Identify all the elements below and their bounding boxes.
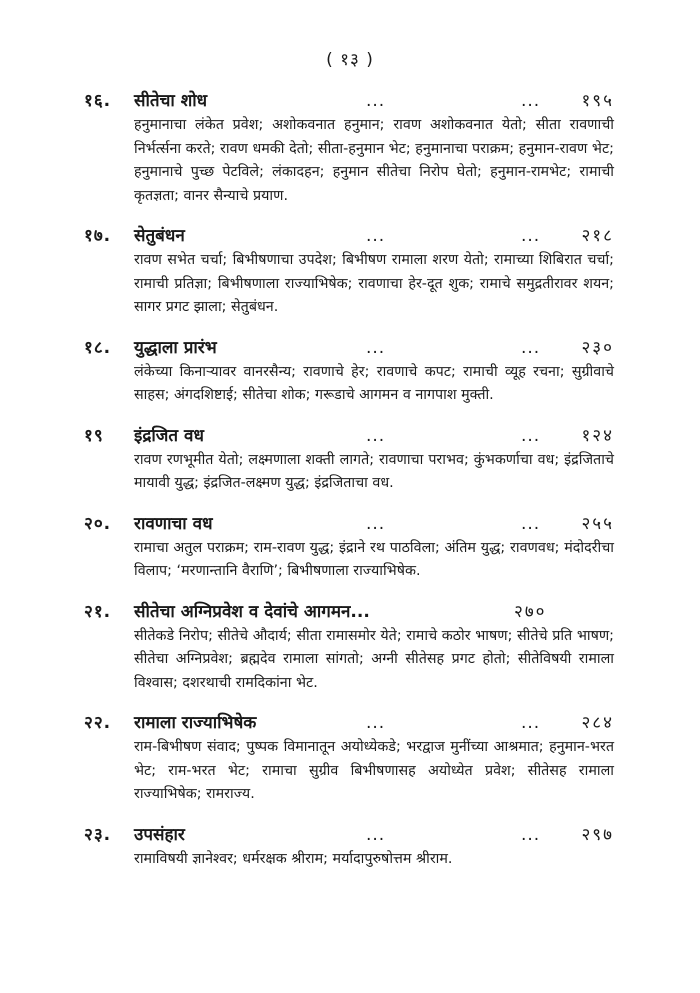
leader-dots: ...	[366, 91, 386, 111]
chapter-number: १७.	[84, 226, 112, 246]
leader-dots: ...	[521, 425, 541, 446]
chapter-title	[134, 599, 370, 625]
toc-entry	[84, 88, 614, 208]
chapter-title-text: सीतेचा अग्निप्रवेश व देवांचे आगमन	[134, 601, 351, 622]
toc-entry	[84, 423, 614, 496]
leader-dots: ...	[366, 713, 386, 733]
chapter-title: सीतेचा शोध	[134, 91, 208, 111]
leader-dots: ...	[366, 824, 386, 845]
chapter-number: २०.	[84, 513, 112, 534]
chapter-page-number: २८४	[581, 713, 614, 733]
toc-entry	[84, 223, 614, 320]
entry-heading	[84, 822, 614, 848]
chapter-title: रावणाचा वध	[134, 513, 213, 534]
chapter-title: युद्धाला प्रारंभ	[134, 337, 217, 358]
chapter-number: २१.	[84, 601, 112, 622]
chapter-summary: राम-बिभीषण संवाद; पुष्पक विमानातून अयोध्येकडे; भरद्वाज मुनींच्या आश्रमात; हनुमान-भरत भेट; राम-भरत भेट; रामाचा सुग्रीव बिभीषणासह अयोध्येत प्रवेश; सीतेसह रामाला राज्याभिषेक; रामराज्य.	[134, 739, 614, 802]
leader-dots: ...	[350, 601, 370, 622]
leader-dots: ...	[366, 226, 386, 246]
leader-dots: ...	[521, 713, 541, 733]
chapter-number: १८.	[84, 337, 112, 358]
chapter-summary: रामाविषयी ज्ञानेश्वर; धर्मरक्षक श्रीराम; मर्यादापुरुषोत्तम श्रीराम.	[134, 850, 453, 867]
chapter-title: सेतुबंधन	[134, 226, 185, 246]
leader-dots: ...	[366, 425, 386, 446]
chapter-page-number: २९७	[581, 824, 614, 845]
chapter-page-number: २३०	[581, 337, 614, 358]
chapter-page-number: २५५	[581, 513, 614, 534]
chapter-page-number: १२४	[581, 425, 614, 446]
chapter-summary: रावण सभेत चर्चा; बिभीषणाचा उपदेश; बिभीषण रामाला शरण येतो; रामाच्या शिबिरात चर्चा; रामाची प्रतिज्ञा; बिभीषणाला राज्याभिषेक; रावणाचा हेर-दूत शुक; रामाचे समुद्रतीरावर शयन; सागर प्रगट झाला; सेतुबंधन.	[134, 252, 614, 315]
entry-heading	[84, 599, 614, 625]
entry-heading	[84, 335, 614, 361]
leader-dots: ...	[521, 91, 541, 111]
entry-heading	[84, 88, 614, 114]
leader-dots: ...	[366, 337, 386, 358]
toc-entry	[84, 710, 614, 807]
toc-entry	[84, 511, 614, 584]
leader-dots: ...	[521, 824, 541, 845]
chapter-page-number: २१८	[581, 226, 614, 246]
entry-heading	[84, 710, 614, 736]
leader-dots: ...	[521, 226, 541, 246]
chapter-summary: रावण रणभूमीत येतो; लक्ष्मणाला शक्ती लागते; रावणाचा पराभव; कुंभकर्णाचा वध; इंद्रजिताचे मायावी युद्ध; इंद्रजित-लक्ष्मण युद्ध; इंद्रजिताचा वध.	[134, 451, 614, 491]
chapter-summary: रामाचा अतुल पराक्रम; राम-रावण युद्ध; इंद्राने रथ पाठविला; अंतिम युद्ध; रावणवध; मंदोदरीचा विलाप; ‘मरणान्तानि वैराणि’; बिभीषणाला राज्याभिषेक.	[134, 539, 614, 579]
chapter-page-number: २७०	[514, 601, 547, 622]
entry-heading	[84, 511, 614, 537]
leader-dots: ...	[521, 337, 541, 358]
chapter-page-number: १९५	[581, 91, 614, 111]
entry-heading	[84, 223, 614, 249]
table-of-contents	[84, 88, 614, 886]
page-number: ( १३ )	[326, 50, 374, 70]
chapter-summary: सीतेकडे निरोप; सीतेचे औदार्य; सीता रामासमोर येते; रामाचे कठोर भाषण; सीतेचे प्रति भाषण; सीतेचा अग्निप्रवेश; ब्रह्मदेव रामाला सांगतो; अग्नी सीतेसह प्रगट होतो; सीतेविषयी रामाला विश्वास; दशरथाची रामदिकांना भेट.	[134, 627, 614, 691]
chapter-number: २२.	[84, 713, 112, 733]
chapter-number: १९	[84, 425, 104, 446]
chapter-title: इंद्रजित वध	[134, 425, 204, 446]
toc-entry	[84, 335, 614, 408]
chapter-summary: हनुमानाचा लंकेत प्रवेश; अशोकवनात हनुमान; रावण अशोकवनात येतो; सीता रावणाची निर्भर्त्सना करते; रावण धमकी देतो; सीता-हनुमान भेट; हनुमानाचा पराक्रम; हनुमान-रावण भेट; हनुमानाचे पुच्छ पेटविले; लंकादहन; हनुमान सीतेचा निरोप घेतो; हनुमान-रामभेट; रामाची कृतज्ञता; वानर सैन्याचे प्रयाण.	[134, 117, 614, 204]
leader-dots: ...	[521, 513, 541, 534]
chapter-number: २३.	[84, 824, 112, 845]
chapter-title: रामाला राज्याभिषेक	[134, 713, 257, 733]
chapter-number: १६.	[84, 91, 112, 111]
chapter-summary: लंकेच्या किनाऱ्यावर वानरसैन्य; रावणाचे हेर; रावणाचे कपट; रामाची व्यूह रचना; सुग्रीवाचे साहस; अंगदशिष्टाई; सीतेचा शोक; गरूडाचे आगमन व नागपाश मुक्ती.	[134, 363, 614, 403]
toc-entry	[84, 822, 614, 872]
entry-heading	[84, 423, 614, 449]
toc-entry	[84, 599, 614, 696]
chapter-title: उपसंहार	[134, 824, 185, 845]
leader-dots: ...	[366, 513, 386, 534]
